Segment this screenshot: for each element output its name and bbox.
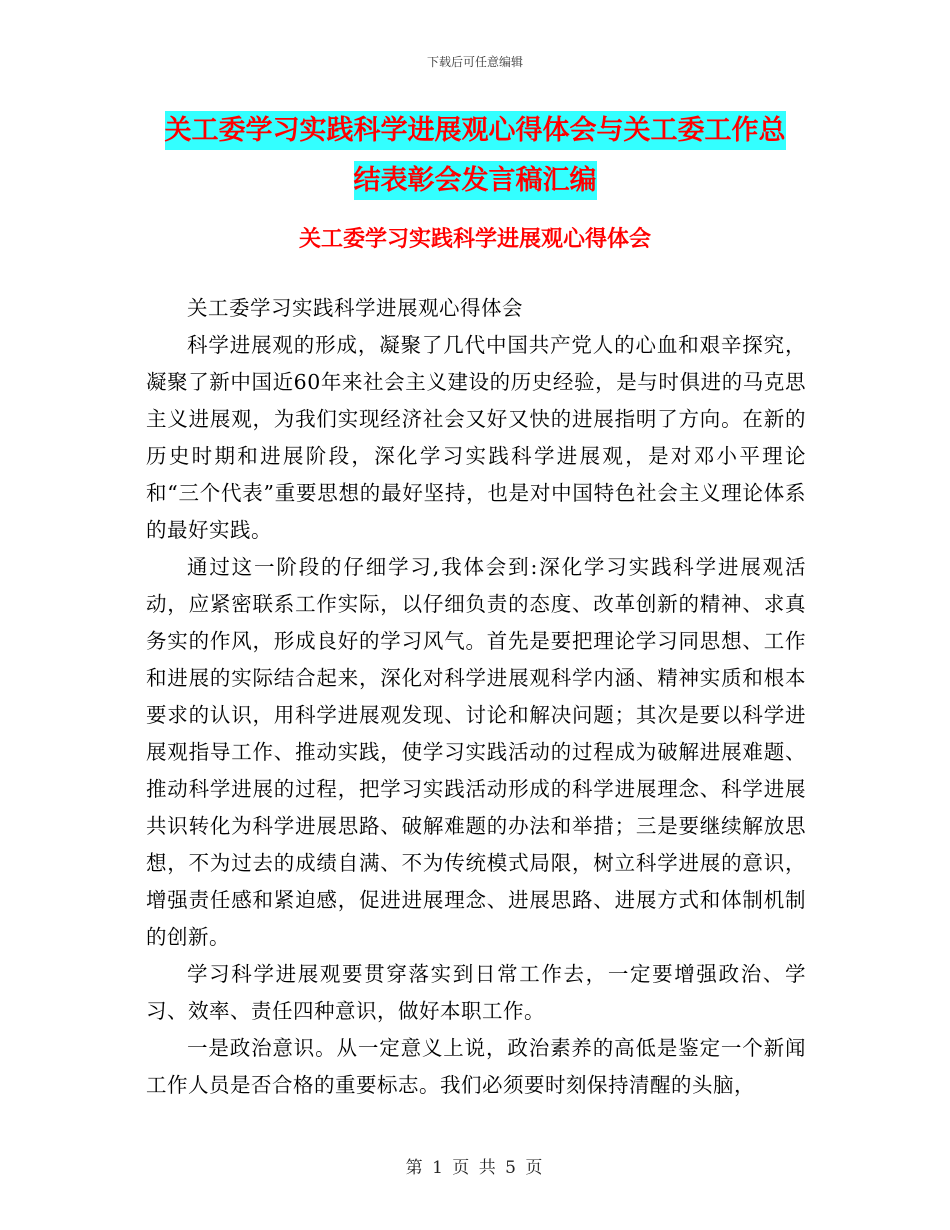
paragraph: 科学进展观的形成，凝聚了几代中国共产党人的心血和艰辛探究，凝聚了新中国近60年来社会主义建设的历史经验，是与时俱进的马克思主义进展观，为我们实现经济社会又好又快的进展指明了方向。在新的历史时期和进展阶段，深化学习实践科学进展观，是对邓小平理论和“三个代表”重要思想的最好坚持，也是对中国特色社会主义理论体系的最好实践。 [146, 333, 806, 542]
document-title-line-2: 结表彰会发言稿汇编 [354, 161, 597, 200]
document-body [146, 290, 806, 1104]
document-title [0, 106, 950, 206]
section-title: 关工委学习实践科学进展观心得体会 [298, 227, 651, 252]
page-header-note: 下载后可任意编辑 [426, 55, 523, 69]
paragraph: 学习科学进展观要贯穿落实到日常工作去，一定要增强政治、学习、效率、责任四种意识，做好本职工作。 [146, 962, 806, 1023]
paragraph: 关工委学习实践科学进展观心得体会 [187, 296, 523, 320]
paragraph: 通过这一阶段的仔细学习,我体会到:深化学习实践科学进展观活动，应紧密联系工作实际，以仔细负责的态度、改革创新的精神、求真务实的作风，形成良好的学习风气。首先是要把理论学习同思想、工作和进展的实际结合起来，深化对科学进展观科学内涵、精神实质和根本要求的认识，用科学进展观发现、讨论和解决问题；其次是要以科学进展观指导工作、推动实践，使学习实践活动的过程成为破解进展难题、推动科学进展的过程，把学习实践活动形成的科学进展理念、科学进展共识转化为科学进展思路、破解难题的办法和举措；三是要继续解放思想，不为过去的成绩自满、不为传统模式局限，树立科学进展的意识，增强责任感和紧迫感，促进进展理念、进展思路、进展方式和体制机制的创新。 [146, 555, 806, 949]
document-title-line-1: 关工委学习实践科学进展观心得体会与关工委工作总 [165, 111, 786, 150]
page-footer: 第 1 页 共 5 页 [405, 1158, 545, 1178]
paragraph: 一是政治意识。从一定意义上说，政治素养的高低是鉴定一个新闻工作人员是否合格的重要标志。我们必须要时刻保持清醒的头脑， [146, 1036, 806, 1097]
